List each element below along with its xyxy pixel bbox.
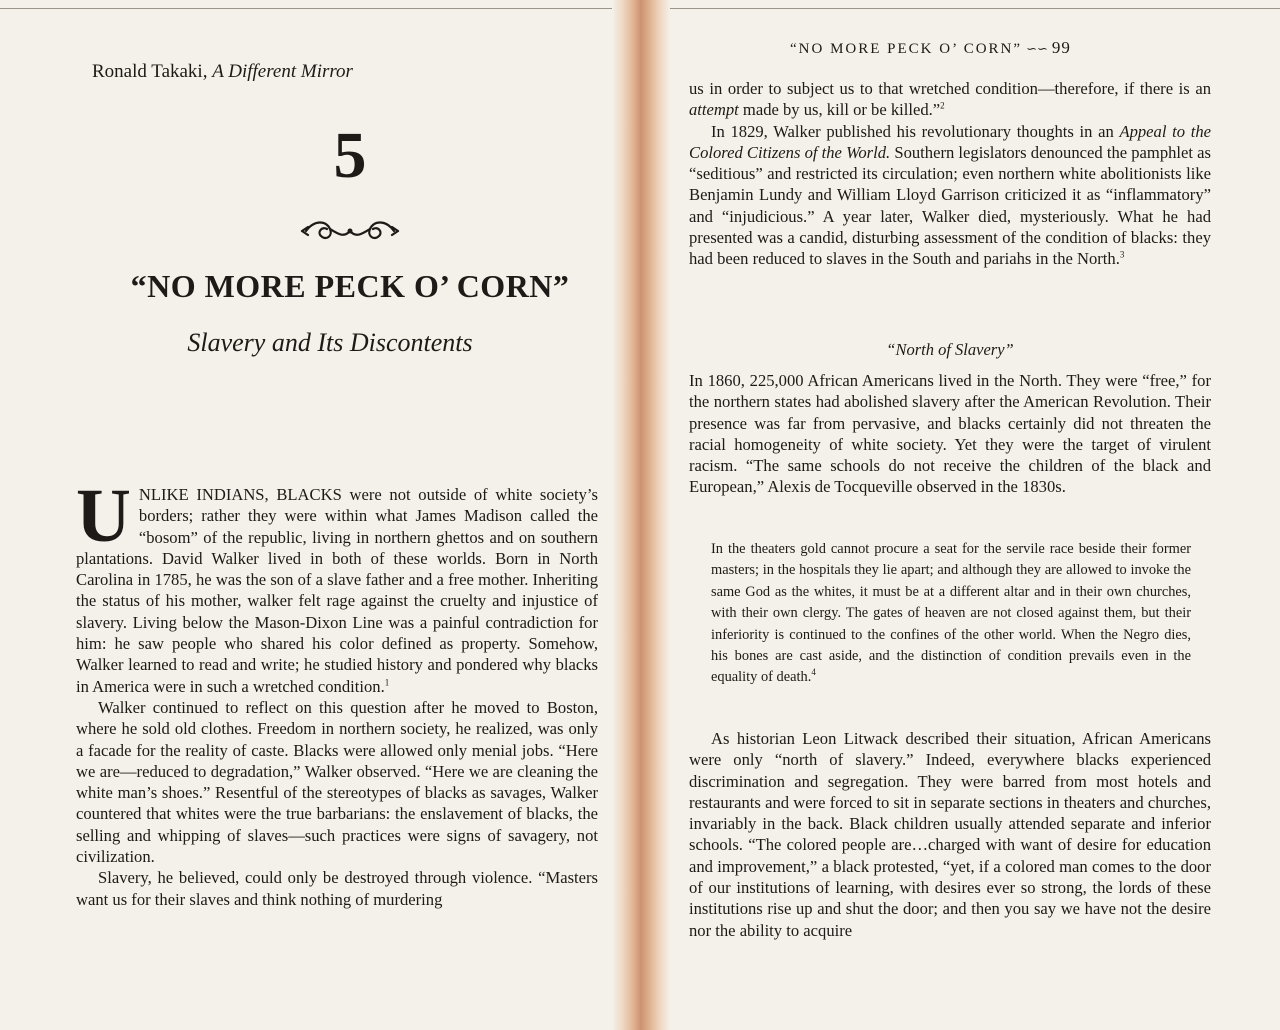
emphasis: attempt bbox=[689, 100, 739, 120]
paragraph: As historian Leon Litwack described their situation, African Americans were only “north of slavery.” Indeed, everywhere blacks experienced discrimination and segregation. They were barred from most hotels and restaurants and were forced to sit in separate sections in theaters and churches, invariably in the back. Black children usually attended separate and inferior schools. “The colored people are…charged with want of desire for education and improvement,” a black protested, “yet, if a colored man comes to the door of our institutions of learning, with desires ever so strong, the lords of these institutions rise up and shut the door; and then you say we have not the desire nor the ability to acquire bbox=[689, 729, 1211, 940]
footnote-ref: 4 bbox=[811, 667, 816, 678]
paragraph-text: us in order to subject us to that wretched condition—therefore, if there is an bbox=[689, 79, 1211, 98]
right-body-text bbox=[689, 78, 1211, 270]
section-heading: “North of Slavery” bbox=[886, 340, 1014, 359]
paragraph-text: made by us, kill or be killed.” bbox=[738, 100, 941, 120]
footnote-ref: 1 bbox=[384, 677, 390, 688]
paragraph bbox=[76, 474, 598, 697]
page-number: 99 bbox=[1051, 38, 1071, 57]
paragraph-text: were not outside of white society’s borders; rather they were within what James Madison called the “bosom” of the republic, living in northern ghettos and on southern plantations. David Walker lived in both of these worlds. Born in North Carolina in 1785, he was the son of a slave father and a free mother. Inheriting the status of his mother, walker felt rage against the cruelty and injustice of slavery. Living below the Mason-Dixon Line was a painful contradiction for him: he saw people who shared his color defined as property. Somehow, Walker learned to read and write; he studied history and pondered why blacks in America were in such a wretched condition. bbox=[76, 485, 598, 696]
left-body-text bbox=[76, 474, 598, 910]
right-body-text-2 bbox=[689, 370, 1211, 498]
paragraph bbox=[689, 121, 1211, 270]
book-reference: Appeal to the Colored Citizens of the World. bbox=[689, 121, 1211, 162]
running-head-title: “NO MORE PECK O’ CORN” bbox=[790, 41, 1023, 57]
paragraph: Walker continued to reflect on this question after he moved to Boston, where he sold old clothes. Freedom in northern society, he realized, was only a facade for the reality of caste. Blacks were allowed only menial jobs. “Here we are—reduced to degradation,” Walker observed. “Here we are cleaning the white man’s shoes.” Resentful of the stereotypes of blacks as savages, Walker countered that whites were the true barbarians: the enslavement of blacks, the selling and whipping of slaves—such practices were signs of savagery, not civilization. bbox=[76, 697, 598, 867]
book-title: A Different Mirror bbox=[212, 61, 353, 82]
author-line bbox=[92, 61, 353, 83]
running-head bbox=[790, 38, 1071, 58]
author-name: Ronald Takaki, bbox=[92, 61, 208, 82]
paragraph: In 1860, 225,000 African Americans lived in the North. They were “free,” for the northern states had abolished slavery after the American Revolution. Their presence was far from pervasive, and blacks certainly did not threaten the racial homogeneity of white society. Yet they were the target of virulent racism. “The same schools do not receive the children of the black and European,” Alexis de Tocqueville observed in the 1830s. bbox=[689, 371, 1211, 497]
paragraph-text: Southern legislators denounced the pamphlet as “seditious” and restricted its circulation; even northern white abolitionists like Benjamin Lundy and William Lloyd Garrison criticized it as “inflammatory” and “injudicious.” A year later, Walker died, mysteriously. What he had presented was a candid, disturbing assessment of the condition of blacks: they had been reduced to slaves in the South and pariahs in the North. bbox=[689, 142, 1211, 269]
fleuron-ornament-icon bbox=[300, 214, 400, 248]
chapter-subtitle: Slavery and Its Discontents bbox=[187, 328, 473, 357]
footnote-ref: 3 bbox=[1119, 249, 1125, 260]
quote-text: In the theaters gold cannot procure a seat for the servile race beside their former masters; in the hospitals they lie apart; and although they are allowed to invoke the same God as the whites, it must be at a different altar and in their own churches, with their own clergy. The gates of heaven are not closed against them, but their inferiority is continued to the confines of the other world. When the Negro dies, his bones are cast aside, and the distinction of condition prevails even in the equality of death. bbox=[711, 541, 1191, 686]
paragraph bbox=[689, 78, 1211, 121]
block-quote bbox=[711, 539, 1191, 689]
drop-cap: U bbox=[76, 474, 131, 558]
paragraph: Slavery, he believed, could only be destroyed through violence. “Masters want us for their slaves and think nothing of murdering bbox=[76, 868, 598, 909]
left-page bbox=[0, 0, 620, 1030]
lead-in: NLIKE INDIANS, BLACKS bbox=[138, 485, 342, 504]
footnote-ref: 2 bbox=[940, 100, 945, 111]
chapter-number: 5 bbox=[333, 119, 367, 192]
paragraph-text: In 1829, Walker published his revolutionary thoughts in an bbox=[711, 121, 1120, 141]
right-body-text-3 bbox=[689, 728, 1211, 941]
chapter-title: “NO MORE PECK O’ CORN” bbox=[130, 268, 570, 304]
running-head-ornament-icon: ∽∽ bbox=[1026, 41, 1048, 56]
